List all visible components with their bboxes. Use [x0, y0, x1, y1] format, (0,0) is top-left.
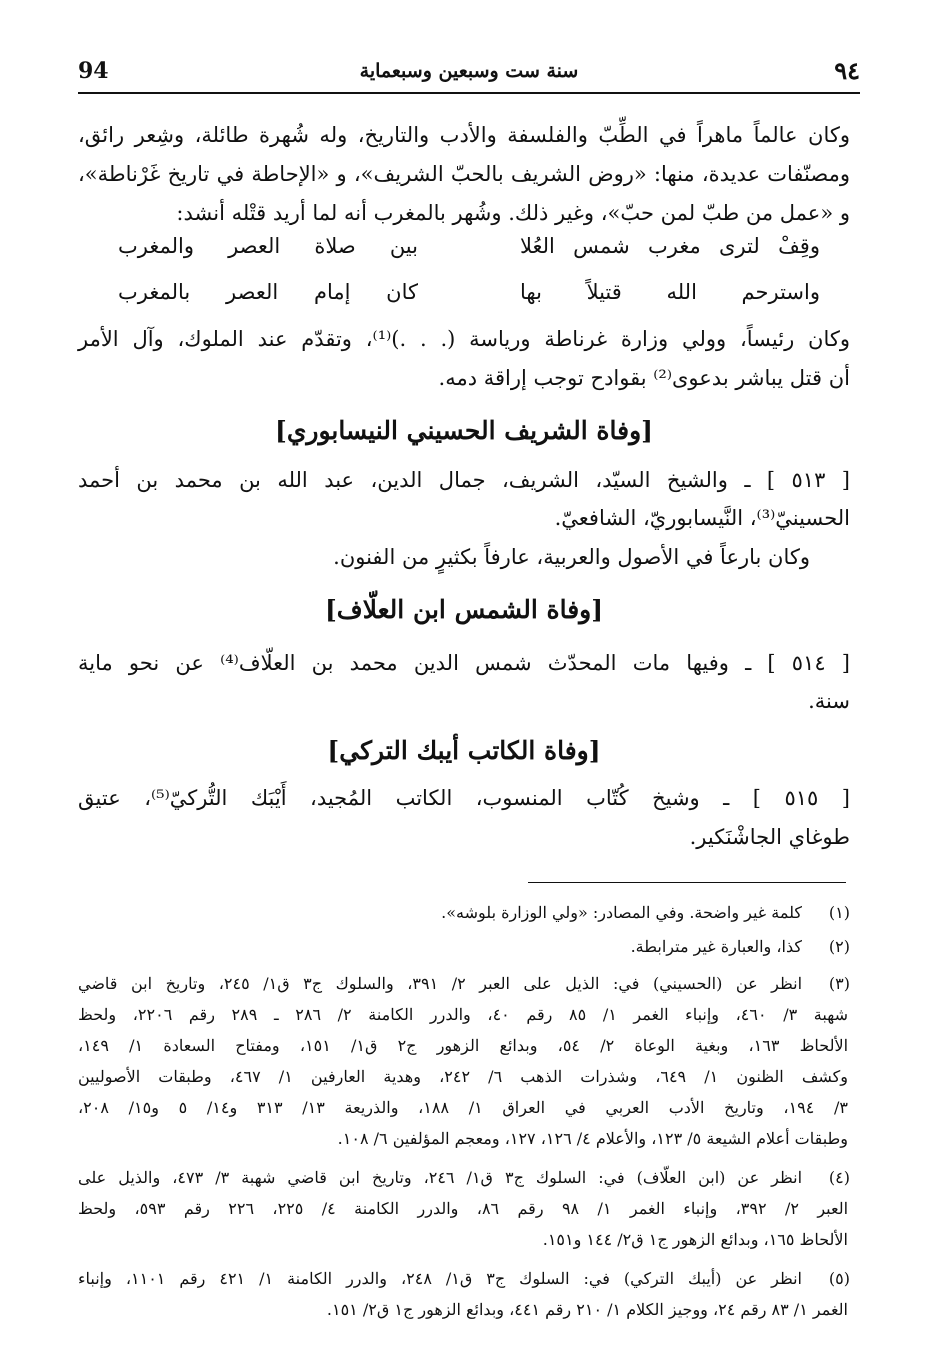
section-heading: [وفاة الكاتب أيبك التركي]: [327, 736, 601, 765]
paragraph-line: وكان رئيساً، وولي وزارة غرناطة ورياسة (. . .)⁽¹⁾، وتقدّم عند الملوك، وآل الأمر: [78, 327, 850, 351]
footnote-number: (٥): [828, 1269, 850, 1288]
page-number-arabic: ٩٤: [834, 56, 860, 85]
entry-line: سنة.: [808, 689, 850, 713]
section-heading: [وفاة الشمس ابن العلّاف]: [324, 595, 604, 624]
footnote-text: كذا، والعبارة غير مترابطة.: [630, 937, 802, 956]
footnote-text: الغمر ١/ ٨٣ رقم ٢٤، ووجيز الكلام ١/ ٢١٠ رقم ٤٤١، وبدائع الزهور ج١ ق٢/ ١٥١.: [326, 1300, 848, 1319]
header-rule: [78, 92, 860, 94]
verse-hemistich-first: واسترحم الله قتيلاً بها: [520, 280, 820, 304]
running-title: سنة ست وسبعين وسبعماية: [359, 60, 579, 82]
footnote-text: شهبة ٣/ ٤٦٠، وإنباء الغمر ١/ ٨٥ رقم ٤٠، والدرر الكامنة ٢/ ٢٨٦ ـ ٢٨٩ رقم ٢٢٠٦، ولحظ: [78, 1005, 848, 1024]
footnote-text: وكشف الظنون ١/ ٦٤٩، وشذرات الذهب ٦/ ٢٤٢، وهدية العارفين ١/ ٤٦٧، وطبقات الأصوليين: [78, 1067, 848, 1086]
verse-line: [118, 234, 820, 268]
entry-line: طوغاي الجاشْنَكير.: [689, 825, 850, 849]
footnote-number: (٢): [828, 937, 850, 956]
footnote-number: (١): [828, 903, 850, 922]
footnote-text: العبر ٢/ ٣٩٢، وإنباء الغمر ١/ ٩٨ رقم ٨٦، والدرر الكامنة ٤/ ٢٢٥، ٢٢٦ رقم ٥٩٣، ولحظ: [78, 1199, 849, 1218]
footnote-text: انظر عن (أيبك التركي) في: السلوك ج٣ ق١/ ٢٤٨، والدرر الكامنة ١/ ٤٢١ رقم ١١٠١، وإنباء: [78, 1269, 803, 1288]
verse-hemistich-first: وقِفْ لترى مغرب شمس العُلا: [520, 234, 820, 258]
entry-line: [ ٥١٣ ] ـ والشيخ السيّد، الشريف، جمال الدين، عبد الله بن محمد بن أحمد: [78, 468, 850, 492]
entry-line: وكان بارعاً في الأصول والعربية، عارفاً بكثيرٍ من الفنون.: [333, 545, 810, 569]
footnote-number: (٤): [828, 1168, 850, 1187]
footnote-text: الألحاظ ١٦٣، وبغية الوعاة ٢/ ٥٤، وبدائع الزهور ج٢ ق١/ ١٥١، ومفتاح السعادة ١/ ١٤٩،: [78, 1036, 849, 1055]
entry-line: [ ٥١٤ ] ـ وفيها مات المحدّث شمس الدين محمد بن العلّاف⁽⁴⁾ عن نحو ماية: [78, 651, 851, 675]
paragraph-line: وكان عالماً ماهراً في الطِّبّ والفلسفة والأدب والتاريخ، وله شُهرة طائلة، وشِعر رائق،: [78, 123, 850, 147]
footnote-text: انظر عن (ابن العلّاف) في: السلوك ج٣ ق١/ ٢٤٦، وتاريخ ابن قاضي شهبة ٣/ ٤٧٣، والذيل على: [78, 1168, 803, 1187]
entry-line: الحسينيّ⁽³⁾، النَّيسابوريّ، الشافعيّ.: [554, 506, 850, 530]
verse-hemistich-second: كان إمام العصر بالمغرب: [118, 280, 418, 304]
footnote-text: ٣/ ١٩٤، وتاريخ الأدب العربي في العراق ١/ ١٨٨، والذريعة ١٣/ ٣١٣ و١٤/ ٥ و١٥/ ٢٠٨،: [78, 1098, 848, 1117]
verse-line: [118, 280, 820, 314]
section-heading: [وفاة الشريف الحسيني النيسابوري]: [274, 416, 653, 445]
paragraph-line: و «عمل من طبّ لمن حبّ»، وغير ذلك. وشُهر بالمغرب أنه لما أريد قتْله أنشد:: [176, 201, 850, 225]
footnote-text: الألحاظ ١٦٥، وبدائع الزهور ج١ ق٢/ ١٤٤ و١٥١.: [542, 1230, 848, 1249]
footnote-number: (٣): [828, 974, 850, 993]
entry-line: [ ٥١٥ ] ـ وشيخ كُتّاب المنسوب، الكاتب المُجيد، أَيْبَك التُّركيّ⁽⁵⁾، عتيق: [78, 786, 850, 810]
footnote-separator: [528, 882, 846, 883]
paragraph-line: أن قتل يباشر بدعوى⁽²⁾ بقوادح توجب إراقة دمه.: [438, 366, 850, 390]
footnote-text: انظر عن (الحسيني) في: الذيل على العبر ٢/ ٣٩١، والسلوك ج٣ ق١/ ٢٤٥، وتاريخ ابن قاضي: [78, 974, 803, 993]
verse-hemistich-second: بين صلاة العصر والمغرب: [118, 234, 418, 258]
running-header: [78, 58, 860, 94]
paragraph-line: ومصنّفات عديدة، منها: «روض الشريف بالحبّ الشريف»، و «الإحاطة في تاريخ غَرْناطة»،: [78, 162, 850, 186]
page-number-latin: 94: [78, 58, 109, 84]
footnote-text: كلمة غير واضحة. وفي المصادر: «ولي الوزارة بلوشه».: [441, 903, 802, 922]
footnote-text: وطبقات أعلام الشيعة ٥/ ١٢٣، والأعلام ٤/ ١٢٦، ١٢٧، ومعجم المؤلفين ٦/ ١٠٨.: [337, 1129, 848, 1148]
